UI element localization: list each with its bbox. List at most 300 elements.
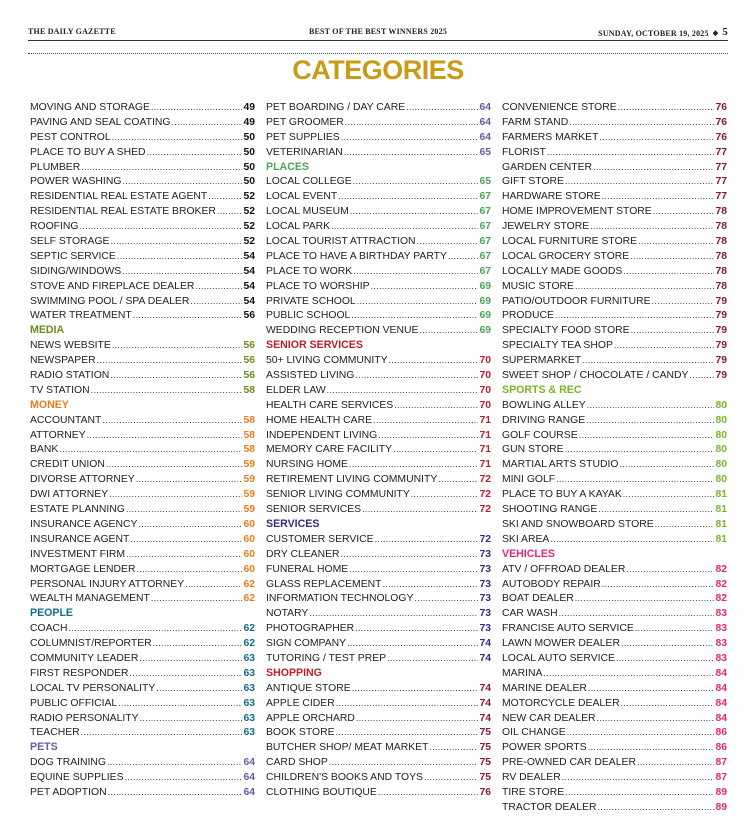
dot-leader	[125, 770, 243, 786]
category-page-number: 54	[243, 265, 255, 277]
category-entry	[30, 353, 255, 368]
category-label: PUBLIC SCHOOL	[266, 310, 351, 322]
category-label: CARD SHOP	[266, 757, 328, 769]
category-label: GARDEN CENTER	[502, 161, 593, 173]
category-label: POWER WASHING	[30, 176, 122, 188]
category-page-number: 80	[715, 429, 727, 441]
category-entry	[30, 413, 255, 428]
dot-leader	[626, 562, 714, 578]
dot-leader	[172, 115, 243, 131]
category-entry	[502, 353, 727, 368]
category-entry	[502, 681, 727, 696]
category-entry	[30, 428, 255, 443]
category-entry	[30, 219, 255, 234]
category-page-number: 75	[479, 727, 491, 739]
category-label: SHOOTING RANGE	[502, 504, 598, 516]
category-entry	[502, 204, 727, 219]
dot-leader	[106, 457, 243, 473]
dot-leader	[309, 606, 478, 622]
category-label: GIFT STORE	[502, 176, 564, 188]
category-label: LOCAL MUSEUM	[266, 206, 349, 218]
category-label: COACH	[30, 623, 68, 635]
dot-leader	[637, 755, 714, 771]
category-label: ATV / OFFROAD DEALER	[502, 563, 626, 575]
dot-leader	[424, 770, 479, 786]
category-page-number: 62	[243, 578, 255, 590]
category-label: MEMORY CARE FACILITY	[266, 444, 393, 456]
page-number: 5	[722, 26, 728, 38]
category-entry	[30, 502, 255, 517]
dot-leader	[387, 651, 478, 667]
category-label: APPLE ORCHARD	[266, 712, 355, 724]
dot-leader	[616, 651, 714, 667]
category-label: CUSTOMER SERVICE	[266, 533, 374, 545]
category-entry	[30, 696, 255, 711]
category-page-number: 82	[715, 593, 727, 605]
category-entry	[266, 413, 491, 428]
category-page-number: 54	[243, 250, 255, 262]
dot-leader	[122, 174, 242, 190]
category-entry	[30, 651, 255, 666]
category-page-number: 83	[715, 638, 727, 650]
category-page-number: 65	[479, 176, 491, 188]
category-label: NEWSPAPER	[30, 355, 96, 367]
category-page-number: 80	[715, 414, 727, 426]
category-label: TV STATION	[30, 384, 90, 396]
category-label: JEWELRY STORE	[502, 221, 590, 233]
category-label: ACCOUNTANT	[30, 414, 102, 426]
category-page-number: 69	[479, 295, 491, 307]
category-entry	[502, 428, 727, 443]
category-label: PEST CONTROL	[30, 131, 111, 143]
category-heading: PLACES	[266, 160, 309, 173]
page-header	[28, 25, 728, 39]
category-label: PET ADOPTION	[30, 786, 107, 798]
dot-leader	[382, 577, 478, 593]
dot-leader	[599, 130, 714, 146]
category-label: NEWS WEBSITE	[30, 340, 111, 352]
category-page-number: 49	[243, 116, 255, 128]
category-entry	[502, 279, 727, 294]
category-entry	[502, 696, 727, 711]
category-page-number: 82	[715, 578, 727, 590]
category-entry	[266, 353, 491, 368]
category-entry	[502, 368, 727, 383]
category-entry	[266, 696, 491, 711]
category-page-number: 64	[479, 102, 491, 113]
category-label: TIRE STORE	[502, 786, 565, 798]
dot-leader	[97, 353, 243, 369]
category-label: PAVING AND SEAL COATING	[30, 116, 171, 128]
category-page-number: 67	[479, 206, 491, 218]
dot-leader	[356, 711, 479, 727]
category-label: ESTATE PLANNING	[30, 504, 125, 516]
category-entry	[502, 487, 727, 502]
dot-leader	[598, 800, 715, 816]
category-page-number: 69	[479, 310, 491, 322]
category-page-number: 72	[479, 533, 491, 545]
category-entry	[502, 740, 727, 755]
category-page-number: 71	[479, 459, 491, 471]
category-entry	[30, 130, 255, 145]
dot-leader	[355, 621, 478, 637]
dot-leader	[375, 532, 479, 548]
category-page-number: 72	[479, 504, 491, 516]
category-entry	[502, 502, 727, 517]
category-label: HEALTH CARE SERVICES	[266, 399, 394, 411]
category-page-number: 84	[715, 682, 727, 694]
category-entry	[30, 457, 255, 472]
dot-leader	[590, 219, 714, 235]
category-entry	[266, 100, 491, 115]
category-label: MOTORCYCLE DEALER	[502, 697, 620, 709]
category-heading: MEDIA	[30, 324, 65, 337]
category-label: PLACE TO BUY A SHED	[30, 146, 146, 158]
category-page-number: 62	[243, 593, 255, 605]
category-page-number: 74	[479, 682, 491, 694]
dot-leader	[140, 711, 243, 727]
category-entry	[266, 323, 491, 338]
category-label: CHILDREN'S BOOKS AND TOYS	[266, 772, 423, 784]
category-page-number: 62	[243, 638, 255, 650]
category-entry	[30, 532, 255, 547]
category-entry	[30, 442, 255, 457]
categories-column-1	[30, 100, 255, 800]
category-label: RADIO STATION	[30, 370, 110, 382]
category-entry	[502, 666, 727, 681]
category-entry	[30, 621, 255, 636]
dot-leader	[569, 115, 714, 131]
dot-leader	[151, 100, 243, 116]
category-page-number: 76	[715, 116, 727, 128]
dot-leader	[429, 740, 478, 756]
category-entry	[502, 621, 727, 636]
dot-leader	[156, 681, 242, 697]
dot-leader	[139, 651, 242, 667]
category-label: CREDIT UNION	[30, 459, 105, 471]
category-page-number: 73	[479, 563, 491, 575]
category-label: TEACHER	[30, 727, 80, 739]
category-entry	[266, 189, 491, 204]
category-label: STOVE AND FIREPLACE DEALER	[30, 280, 195, 292]
category-entry	[502, 174, 727, 189]
category-page-number: 59	[243, 474, 255, 486]
category-label: GOLF COURSE	[502, 429, 578, 441]
category-page-number: 67	[479, 191, 491, 203]
category-page-number: 73	[479, 593, 491, 605]
dot-leader	[107, 755, 242, 771]
category-entry	[266, 591, 491, 606]
category-page-number: 50	[243, 161, 255, 173]
category-page-number: 78	[715, 221, 727, 233]
category-page-number: 52	[243, 236, 255, 248]
category-page-number: 58	[243, 444, 255, 456]
category-label: PLACE TO WORK	[266, 265, 353, 277]
category-page-number: 63	[243, 697, 255, 709]
category-label: INFORMATION TECHNOLOGY	[266, 593, 414, 605]
category-entry	[502, 323, 727, 338]
dot-leader	[406, 100, 478, 116]
category-entry	[266, 398, 491, 413]
category-page-number: 50	[243, 131, 255, 143]
dot-leader	[638, 234, 714, 250]
category-entry	[266, 681, 491, 696]
dot-leader	[587, 398, 715, 414]
category-entry	[30, 487, 255, 502]
category-label: WATER TREATMENT	[30, 310, 132, 322]
dot-leader	[69, 621, 243, 637]
dot-leader	[195, 279, 242, 295]
category-label: PET BOARDING / DAY CARE	[266, 102, 406, 113]
category-page-number: 73	[479, 548, 491, 560]
category-page-number: 77	[715, 161, 727, 173]
category-label: PUBLIC OFFICIAL	[30, 697, 118, 709]
category-entry	[30, 636, 255, 651]
category-label: LAWN MOWER DEALER	[502, 638, 620, 650]
category-page-number: 52	[243, 221, 255, 233]
category-label: 50+ LIVING COMMUNITY	[266, 355, 388, 367]
category-page-number: 73	[479, 623, 491, 635]
diamond-icon: ◆	[712, 29, 719, 37]
category-entry	[30, 383, 255, 398]
category-label: CONVENIENCE STORE	[502, 102, 617, 113]
dot-leader	[109, 487, 242, 503]
category-entry	[30, 547, 255, 562]
category-page-number: 50	[243, 176, 255, 188]
category-page-number: 78	[715, 206, 727, 218]
dot-leader	[91, 383, 243, 399]
category-label: SEPTIC SERVICE	[30, 250, 116, 262]
category-heading: PEOPLE	[30, 607, 73, 620]
category-page-number: 70	[479, 384, 491, 396]
category-page-number: 58	[243, 384, 255, 396]
category-label: INDEPENDENT LIVING	[266, 429, 378, 441]
category-page-number: 86	[715, 742, 727, 754]
dot-leader	[371, 279, 479, 295]
publication-name: THE DAILY GAZETTE	[28, 27, 116, 36]
categories-column-3	[502, 100, 727, 815]
category-heading: PETS	[30, 741, 58, 754]
category-label: LOCAL TV PERSONALITY	[30, 682, 156, 694]
category-label: SIGN COMPANY	[266, 638, 347, 650]
category-label: RESIDENTIAL REAL ESTATE AGENT	[30, 191, 208, 203]
dot-leader	[394, 398, 478, 414]
dot-leader	[108, 785, 243, 801]
category-label: BOOK STORE	[266, 727, 335, 739]
category-page-number: 71	[479, 414, 491, 426]
category-entry	[30, 725, 255, 740]
category-entry	[266, 472, 491, 487]
category-page-number: 79	[715, 340, 727, 352]
dot-leader	[373, 413, 478, 429]
category-label: SELF STORAGE	[30, 236, 110, 248]
category-page-number: 83	[715, 623, 727, 635]
category-label: TUTORING / TEST PREP	[266, 652, 387, 664]
category-label: ATTORNEY	[30, 429, 86, 441]
dot-leader	[555, 308, 714, 324]
category-label: BUTCHER SHOP/ MEAT MARKET	[266, 742, 429, 754]
dot-leader	[362, 502, 478, 518]
category-entry	[266, 770, 491, 785]
category-page-number: 84	[715, 667, 727, 679]
dotted-rule	[28, 53, 728, 54]
category-entry	[30, 234, 255, 249]
category-label: MUSIC STORE	[502, 280, 574, 292]
dot-leader	[575, 279, 714, 295]
category-page-number: 76	[715, 102, 727, 113]
header-rule	[28, 40, 728, 41]
category-label: ASSISTED LIVING	[266, 370, 355, 382]
dot-leader	[621, 636, 714, 652]
category-label: LOCAL PARK	[266, 221, 331, 233]
dot-leader	[126, 502, 243, 518]
category-label: PATIO/OUTDOOR FURNITURE	[502, 295, 651, 307]
category-entry	[502, 308, 727, 323]
dot-leader	[122, 264, 242, 280]
category-page-number: 64	[479, 116, 491, 128]
dot-leader	[136, 472, 243, 488]
category-page-number: 56	[243, 340, 255, 352]
dot-leader	[588, 740, 715, 756]
dot-leader	[357, 294, 479, 310]
category-page-number: 56	[243, 370, 255, 382]
category-label: VETERINARIAN	[266, 146, 343, 158]
dot-leader	[623, 264, 714, 280]
dot-leader	[126, 547, 242, 563]
category-entry	[502, 591, 727, 606]
category-label: PRODUCE	[502, 310, 554, 322]
dot-leader	[653, 204, 715, 220]
dot-leader	[147, 145, 243, 161]
category-page-number: 76	[715, 131, 727, 143]
dot-leader	[111, 234, 243, 250]
dot-leader	[118, 696, 242, 712]
category-entry	[30, 770, 255, 785]
category-label: PLUMBER	[30, 161, 81, 173]
category-page-number: 79	[715, 310, 727, 322]
category-entry	[266, 621, 491, 636]
category-label: CLOTHING BOUTIQUE	[266, 786, 377, 798]
dot-leader	[417, 234, 479, 250]
category-page-number: 79	[715, 355, 727, 367]
dot-leader	[351, 308, 478, 324]
category-page-number: 60	[243, 548, 255, 560]
category-entry	[502, 338, 727, 353]
category-page-number: 52	[243, 191, 255, 203]
category-label: MARTIAL ARTS STUDIO	[502, 459, 619, 471]
category-label: DRY CLEANER	[266, 548, 340, 560]
category-entry	[502, 636, 727, 651]
dot-leader	[575, 591, 715, 607]
dot-leader	[635, 621, 715, 637]
dot-leader	[547, 145, 715, 161]
dot-leader	[81, 160, 242, 176]
category-label: LOCAL EVENT	[266, 191, 338, 203]
category-page-number: 58	[243, 414, 255, 426]
category-page-number: 78	[715, 280, 727, 292]
dot-leader	[353, 174, 479, 190]
category-page-number: 63	[243, 712, 255, 724]
category-label: LOCAL FURNITURE STORE	[502, 236, 638, 248]
category-entry	[30, 279, 255, 294]
category-entry	[502, 160, 727, 175]
category-entry	[502, 189, 727, 204]
issue-date: SUNDAY, OCTOBER 19, 2025	[598, 28, 709, 38]
category-entry	[30, 115, 255, 130]
dot-leader	[353, 264, 478, 280]
dot-leader	[565, 785, 714, 801]
dot-leader	[623, 487, 715, 503]
dot-leader	[87, 428, 243, 444]
category-entry	[502, 219, 727, 234]
dot-leader	[336, 696, 479, 712]
dot-leader	[448, 249, 478, 265]
category-page-number: 84	[715, 697, 727, 709]
category-entry	[502, 398, 727, 413]
dot-leader	[602, 577, 715, 593]
dot-leader	[630, 249, 714, 265]
category-page-number: 71	[479, 429, 491, 441]
category-label: BOAT DEALER	[502, 593, 574, 605]
category-page-number: 89	[715, 801, 727, 813]
category-entry	[266, 130, 491, 145]
category-page-number: 56	[243, 355, 255, 367]
category-page-number: 74	[479, 712, 491, 724]
category-label: HOME HEALTH CARE	[266, 414, 373, 426]
category-label: SUPERMARKET	[502, 355, 582, 367]
category-page-number: 59	[243, 459, 255, 471]
dot-leader	[652, 294, 715, 310]
category-page-number: 84	[715, 712, 727, 724]
category-entry	[266, 487, 491, 502]
dot-leader	[565, 174, 714, 190]
category-page-number: 70	[479, 355, 491, 367]
dot-leader	[349, 457, 478, 473]
dot-leader	[59, 442, 242, 458]
category-entry	[30, 338, 255, 353]
category-entry	[266, 577, 491, 592]
category-page-number: 74	[479, 638, 491, 650]
category-entry	[266, 457, 491, 472]
category-label: ROOFING	[30, 221, 79, 233]
category-label: SENIOR LIVING COMMUNITY	[266, 489, 410, 501]
category-entry	[30, 100, 255, 115]
category-page-number: 83	[715, 608, 727, 620]
category-label: DWI ATTORNEY	[30, 489, 109, 501]
category-label: COMMUNITY LEADER	[30, 652, 139, 664]
category-heading: SENIOR SERVICES	[266, 339, 363, 352]
category-page-number: 63	[243, 667, 255, 679]
dot-leader	[80, 219, 243, 235]
category-entry	[30, 308, 255, 323]
category-label: NURSING HOME	[266, 459, 348, 471]
dot-leader	[355, 368, 478, 384]
category-page-number: 72	[479, 489, 491, 501]
dot-leader	[151, 591, 243, 607]
category-label: FARM STAND	[502, 116, 569, 128]
dot-leader	[190, 294, 242, 310]
category-label: INSURANCE AGENCY	[30, 518, 138, 530]
category-page-number: 70	[479, 399, 491, 411]
category-entry	[266, 532, 491, 547]
category-label: PRIVATE SCHOOL	[266, 295, 356, 307]
category-page-number: 49	[243, 102, 255, 113]
category-page-number: 86	[715, 727, 727, 739]
category-page-number: 79	[715, 370, 727, 382]
category-page-number: 59	[243, 489, 255, 501]
category-page-number: 65	[479, 146, 491, 158]
category-entry	[266, 174, 491, 189]
